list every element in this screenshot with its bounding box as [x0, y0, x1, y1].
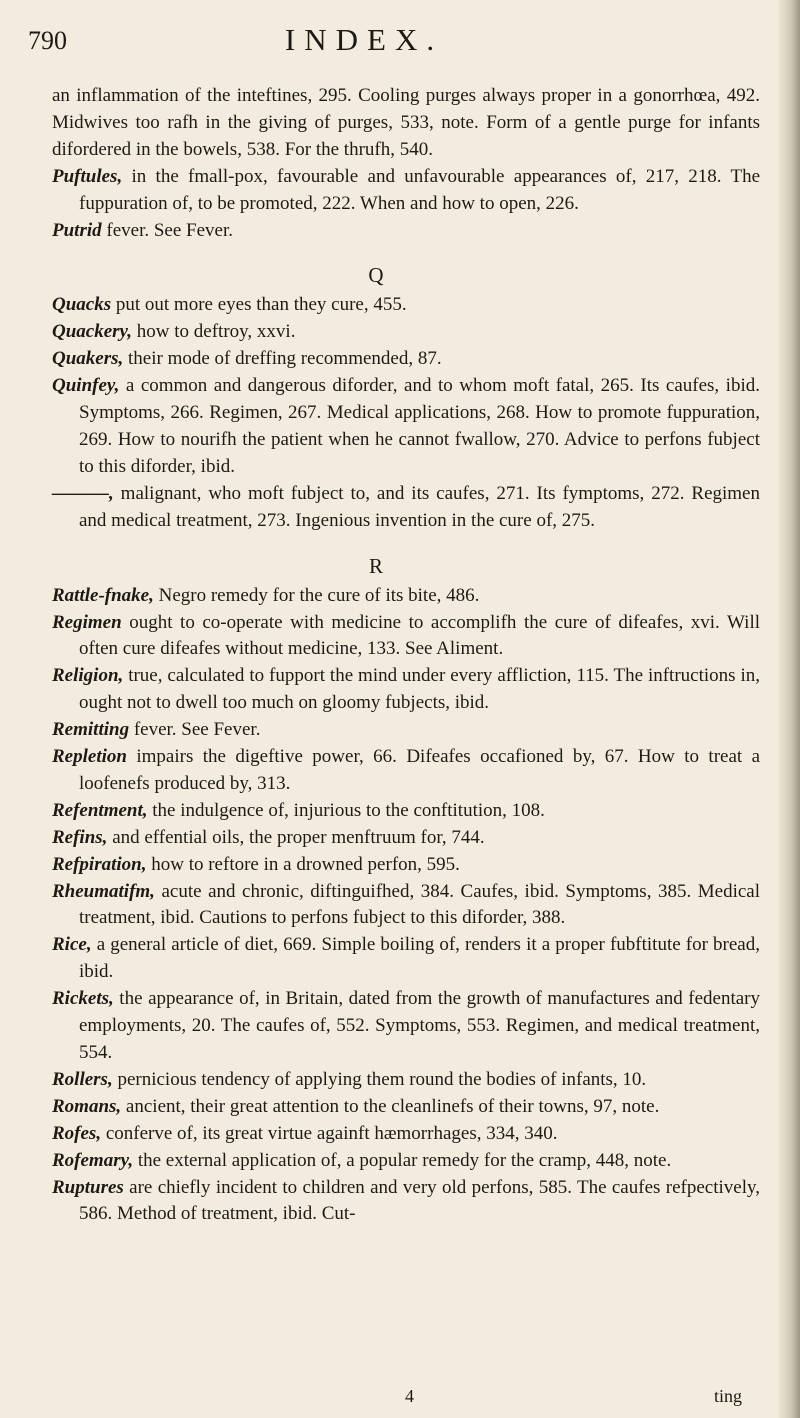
signature-mark: 4 — [405, 1386, 414, 1406]
entry-headword: Remitting — [52, 719, 130, 741]
index-entry — [52, 986, 760, 1067]
section-p — [52, 164, 760, 245]
index-body — [52, 83, 760, 1228]
index-entry — [52, 879, 760, 933]
entry-text: their mode of dreffing recommended, 87. — [123, 348, 442, 370]
entry-text: pernicious tendency of applying them round the bodies of infants, 10. — [112, 1068, 647, 1090]
index-entry — [52, 1094, 760, 1121]
entry-headword: Rice, — [52, 934, 92, 956]
entry-headword: Religion, — [52, 665, 124, 687]
entry-headword: Quackery, — [52, 321, 133, 343]
running-title: INDEX. — [284, 22, 444, 57]
entry-text: an inflammation of the inteftines, 295. Cooling purges always proper in a gonorrhœa, 492. Midwives too rafh in the giving of purges, 533, note. Form of a gentle purge for infants difordered in the bowels, 538. For the thrufh, 540. — [52, 85, 760, 160]
entry-text: how to reftore in a drowned perfon, 595. — [146, 853, 460, 875]
index-entry — [52, 373, 760, 481]
entry-text: put out more eyes than they cure, 455. — [111, 294, 407, 316]
section-q — [52, 292, 760, 534]
catchword: ting — [714, 1386, 743, 1406]
entry-headword: Refins, — [52, 826, 108, 848]
entry-text: Negro remedy for the cure of its bite, 486. — [153, 584, 480, 606]
index-entry — [52, 1067, 760, 1094]
entry-text: malignant, who moft fubject to, and its caufes, 271. Its fymptoms, 272. Regimen and medical treatment, 273. Ingenious invention in the cure of, 275. — [79, 482, 760, 531]
entry-text: the appearance of, in Britain, dated from the growth of manufactures and fedentary employments, 20. The caufes of, 552. Symptoms, 553. Regimen, and medical treatment, 554. — [79, 988, 760, 1063]
index-entry — [52, 798, 760, 825]
entry-text: true, calculated to fupport the mind under every affliction, 115. The inftructions in, ought not to dwell too much on gloomy fubjects, ibid. — [79, 665, 760, 714]
entry-headword: Ruptures — [52, 1176, 124, 1198]
index-entry — [52, 83, 760, 164]
entry-headword: Refentment, — [52, 799, 148, 821]
index-entry — [52, 932, 760, 986]
entry-headword: Refpiration, — [52, 853, 147, 875]
entry-headword: Rattle-fnake, — [52, 584, 154, 606]
index-entry — [52, 1121, 760, 1148]
entry-text: ought to co-operate with medicine to accomplifh the cure of difeafes, xvi. Will often cure difeafes without medicine, 133. See Aliment. — [79, 611, 760, 660]
entry-text: the indulgence of, injurious to the conftitution, 108. — [147, 799, 545, 821]
index-entry — [52, 346, 760, 373]
entry-headword: Quinfey, — [52, 375, 120, 397]
entry-headword: ———, — [52, 482, 114, 504]
section-r — [52, 583, 760, 1229]
entry-text: how to deftroy, xxvi. — [132, 321, 296, 343]
entry-headword: Romans, — [52, 1095, 122, 1117]
index-entry — [52, 1148, 760, 1175]
index-entry — [52, 1175, 760, 1229]
entry-headword: Puftules, — [52, 165, 123, 187]
entry-headword: Rheumatifm, — [52, 880, 155, 902]
index-entry — [52, 610, 760, 664]
index-entry — [52, 292, 760, 319]
index-entry — [52, 744, 760, 798]
running-header — [28, 22, 760, 66]
index-entry — [52, 319, 760, 346]
entry-headword: Rofemary, — [52, 1149, 134, 1171]
index-entry — [52, 717, 760, 744]
index-entry — [52, 852, 760, 879]
entry-text: acute and chronic, diftinguifhed, 384. Caufes, ibid. Symptoms, 385. Medical treatment, ibid. Cautions to perfons fubject to this diforder, 388. — [79, 880, 760, 929]
entry-text: fever. See Fever. — [101, 219, 233, 241]
section-letter-q: Q — [368, 263, 384, 288]
entry-text: are chiefly incident to children and very old perfons, 585. The caufes refpectively, 586. Method of treatment, ibid. Cut- — [79, 1176, 760, 1225]
index-entry — [52, 825, 760, 852]
index-entry — [52, 218, 760, 245]
page-number: 790 — [28, 26, 67, 55]
entry-text: a common and dangerous diforder, and to whom moft fatal, 265. Its caufes, ibid. Symptoms, 266. Regimen, 267. Medical applications, 268. How to promote fuppuration, 269. How to nourifh the patient when he cannot fwallow, 270. Advice to perfons fubject to this diforder, ibid. — [79, 375, 760, 477]
index-entry — [52, 481, 760, 535]
entry-headword: Repletion — [52, 746, 127, 768]
entry-headword: Rofes, — [52, 1122, 102, 1144]
entry-headword: Rickets, — [52, 988, 114, 1010]
entry-headword: Quakers, — [52, 348, 124, 370]
index-entry — [52, 583, 760, 610]
entry-text: the external application of, a popular remedy for the cramp, 448, note. — [133, 1149, 672, 1171]
entry-text: ancient, their great attention to the cleanlinefs of their towns, 97, note. — [121, 1095, 660, 1117]
index-entry — [52, 164, 760, 218]
entry-headword: Regimen — [52, 611, 122, 633]
section-letter-r: R — [368, 553, 383, 578]
entry-text: impairs the digeftive power, 66. Difeafes occafioned by, 67. How to treat a loofenefs produced by, 313. — [79, 746, 760, 794]
entry-headword: Putrid — [52, 219, 102, 241]
index-entry — [52, 663, 760, 717]
entry-text: and effential oils, the proper menftruum for, 744. — [107, 826, 485, 848]
entry-headword: Quacks — [52, 294, 112, 316]
entry-text: in the fmall-pox, favourable and unfavourable appearances of, 217, 218. The fuppuration of, to be promoted, 222. When and how to open, 226. — [79, 165, 760, 214]
entry-text: conferve of, its great virtue againft hæmorrhages, 334, 340. — [101, 1122, 558, 1144]
continuation-block — [52, 83, 760, 164]
page-edge — [778, 0, 800, 1418]
entry-text: fever. See Fever. — [129, 719, 261, 741]
entry-headword: Rollers, — [52, 1068, 113, 1090]
entry-text: a general article of diet, 669. Simple boiling of, renders it a proper fubftitute for bread, ibid. — [79, 934, 760, 983]
